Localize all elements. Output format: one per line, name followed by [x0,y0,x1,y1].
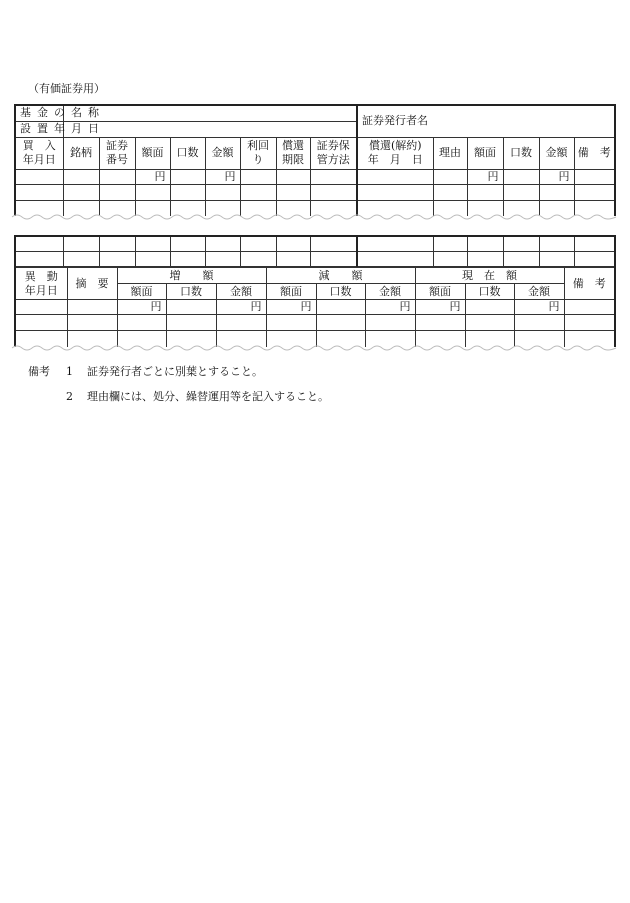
form-cell[interactable] [63,251,99,266]
form-cell[interactable] [216,315,266,331]
form-cell[interactable] [539,236,574,251]
yen-unit: 円 [205,169,240,184]
form-cell[interactable] [539,184,574,200]
form-cell[interactable] [514,315,564,331]
header-face-value: 額面 [135,137,170,169]
form-cell[interactable] [574,236,615,251]
form-cell[interactable] [433,251,467,266]
form-cell[interactable] [63,184,99,200]
form-cell[interactable] [574,184,615,200]
header-yield: 利回 り [240,137,276,169]
form-cell[interactable] [467,251,503,266]
header-units-2: 口数 [503,137,539,169]
table-break-wave [12,343,616,353]
header-redemption-date: 償還(解約) 年 月 日 [357,137,433,169]
form-cell[interactable] [117,315,166,331]
form-caption: （有価証券用） [28,82,105,95]
form-cell[interactable] [166,315,216,331]
form-cell[interactable] [433,169,467,184]
header-cert-no: 証券 番号 [99,137,135,169]
header-face-value: 額面 [415,284,465,300]
header-units: 口数 [166,284,216,300]
note-item [28,359,329,384]
header-amount: 金額 [514,284,564,300]
table-break-wave [12,212,616,222]
form-cell[interactable] [15,184,63,200]
form-cell[interactable] [310,169,357,184]
form-cell[interactable] [539,251,574,266]
form-cell[interactable] [15,300,67,315]
fund-name-label: 基金の名称 [15,105,63,121]
yen-unit: 円 [266,300,316,315]
form-cell[interactable] [465,300,514,315]
form-cell[interactable] [135,184,170,200]
note-number: 2 [66,390,73,403]
form-cell[interactable] [99,236,135,251]
table-row [15,300,615,315]
established-date-label: 設置年月日 [15,121,63,137]
form-cell[interactable] [170,236,205,251]
form-cell[interactable] [166,300,216,315]
form-cell[interactable] [310,251,357,266]
header-increase: 増 額 [117,268,266,284]
header-units: 口数 [316,284,365,300]
form-cell[interactable] [63,236,99,251]
securities-change-table [14,235,616,267]
form-cell[interactable] [240,184,276,200]
table-row [15,169,615,184]
form-cell[interactable] [357,251,433,266]
header-amount: 金額 [216,284,266,300]
table-row [15,236,615,251]
form-cell[interactable] [276,251,310,266]
securities-acquisition-table [14,104,616,216]
form-cell[interactable] [574,169,615,184]
form-cell[interactable] [240,169,276,184]
yen-unit: 円 [467,169,503,184]
form-cell[interactable] [135,251,170,266]
form-cell[interactable] [63,169,99,184]
table-row [15,251,615,266]
yen-unit: 円 [135,169,170,184]
header-face-value-2: 額面 [467,137,503,169]
note-item [28,384,329,409]
form-cell[interactable] [357,169,433,184]
form-cell[interactable] [240,251,276,266]
form-cell[interactable] [205,184,240,200]
form-cell[interactable] [503,169,539,184]
yen-unit: 円 [539,169,574,184]
form-cell[interactable] [205,251,240,266]
form-cell[interactable] [99,184,135,200]
header-current: 現 在 額 [415,268,564,284]
form-cell[interactable] [67,300,117,315]
form-cell[interactable] [276,184,310,200]
form-cell[interactable] [316,300,365,315]
form-cell[interactable] [433,236,467,251]
table-row [15,315,615,331]
form-cell[interactable] [310,236,357,251]
header-custody-method: 証券保 管方法 [310,137,357,169]
header-amount-2: 金額 [539,137,574,169]
note-number: 1 [66,365,73,378]
form-cell[interactable] [503,184,539,200]
header-amount: 金額 [365,284,415,300]
form-cell[interactable] [467,236,503,251]
header-purchase-date: 買 入 年月日 [15,137,63,169]
header-face-value: 額面 [266,284,316,300]
header-amount: 金額 [205,137,240,169]
form-cell[interactable] [170,184,205,200]
yen-unit: 円 [216,300,266,315]
form-cell[interactable] [276,236,310,251]
form-cell[interactable] [564,300,615,315]
form-cell[interactable] [67,315,117,331]
form-cell[interactable] [15,169,63,184]
yen-unit: 円 [365,300,415,315]
form-cell[interactable] [276,169,310,184]
notes-label: 備考 [28,365,50,378]
change-amount-table [14,267,616,347]
form-cell[interactable] [15,236,63,251]
form-cell[interactable] [415,315,465,331]
form-cell[interactable] [15,251,63,266]
form-cell[interactable] [205,236,240,251]
form-cell[interactable] [316,315,365,331]
notes [28,359,329,409]
header-decrease: 減 額 [266,268,415,284]
form-cell[interactable] [310,184,357,200]
header-summary: 摘 要 [67,268,117,300]
issuer-name-label: 証券発行者名 [357,105,615,137]
form-cell[interactable] [99,251,135,266]
fund-name-value[interactable] [63,105,357,121]
form-cell[interactable] [467,184,503,200]
form-cell[interactable] [266,315,316,331]
header-reason: 理由 [433,137,467,169]
form-cell[interactable] [99,169,135,184]
form-cell[interactable] [170,169,205,184]
form-cell[interactable] [170,251,205,266]
yen-unit: 円 [514,300,564,315]
form-cell[interactable] [357,184,433,200]
form-cell[interactable] [365,315,415,331]
form-cell[interactable] [503,251,539,266]
header-units: 口数 [170,137,205,169]
header-change-date: 異 動 年月日 [15,268,67,300]
yen-unit: 円 [117,300,166,315]
established-date-value[interactable] [63,121,357,137]
header-face-value: 額面 [117,284,166,300]
note-text: 理由欄には、処分、繰替運用等を記入すること。 [87,390,329,403]
form-cell[interactable] [433,184,467,200]
form-cell[interactable] [503,236,539,251]
header-remarks: 備 考 [574,137,615,169]
form-cell[interactable] [135,236,170,251]
table-row [15,184,615,200]
header-maturity: 償還 期限 [276,137,310,169]
form-cell[interactable] [240,236,276,251]
header-issue-name: 銘柄 [63,137,99,169]
form-cell[interactable] [564,315,615,331]
header-remarks-2: 備 考 [564,268,615,300]
form-cell[interactable] [15,315,67,331]
header-units: 口数 [465,284,514,300]
note-text: 証券発行者ごとに別葉とすること。 [87,365,263,378]
yen-unit: 円 [415,300,465,315]
form-cell[interactable] [574,251,615,266]
form-cell[interactable] [357,236,433,251]
form-cell[interactable] [465,315,514,331]
